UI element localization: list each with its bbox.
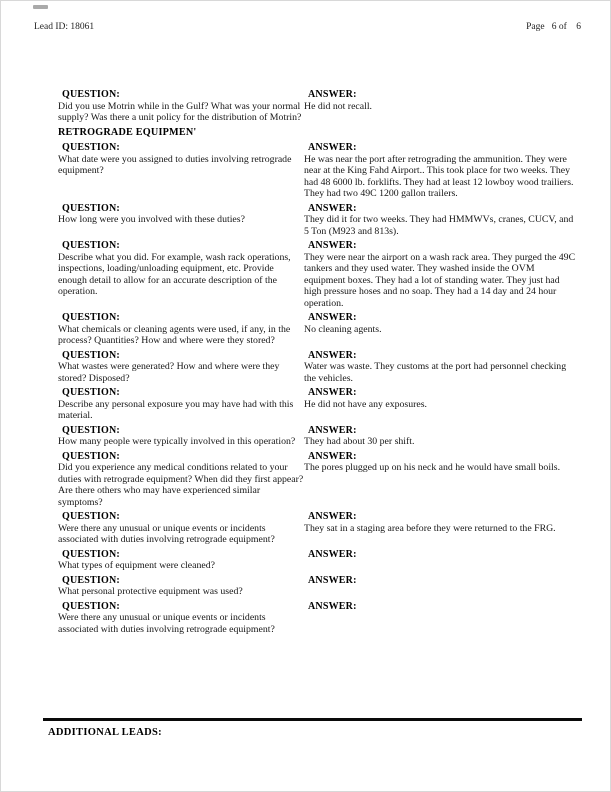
question-column xyxy=(58,387,304,422)
answer-label: ANSWER: xyxy=(308,202,357,214)
question-column xyxy=(58,451,304,509)
question-label: QUESTION: xyxy=(62,312,120,323)
question-text: What wastes were generated? How and where were they stored? Disposed? xyxy=(58,361,280,384)
question-text: What types of equipment were cleaned? xyxy=(58,560,215,571)
answer-column xyxy=(304,575,578,598)
question-text: Did you use Motrin while in the Gulf? What was your normal supply? Was there a unit policy for the distribution of Motrin? xyxy=(58,100,302,123)
qa-block xyxy=(1,203,611,238)
question-text: How long were you involved with these duties? xyxy=(58,214,245,225)
lead-id-label: Lead ID: 18061 xyxy=(34,22,95,32)
question-column xyxy=(58,511,304,546)
answer-column xyxy=(304,350,578,385)
question-text: Did you experience any medical conditions related to your duties with retrograde equipment? When did they first appear? Are there others who may have experienced similar symptoms? xyxy=(58,462,304,508)
qa-block xyxy=(1,312,611,347)
question-column xyxy=(58,240,304,309)
question-text: What date were you assigned to duties involving retrograde equipment? xyxy=(58,153,292,176)
footer-section xyxy=(1,718,611,738)
question-column xyxy=(58,425,304,448)
qa-block xyxy=(1,425,611,448)
scan-artifact-mark xyxy=(33,5,48,9)
answer-column xyxy=(304,511,578,546)
section-heading: RETROGRADE EQUIPMEN' xyxy=(58,126,197,138)
qa-block xyxy=(1,350,611,385)
qa-list xyxy=(1,89,611,638)
answer-column xyxy=(304,142,578,200)
answer-column xyxy=(304,387,578,422)
question-label: QUESTION: xyxy=(62,387,120,398)
qa-block xyxy=(1,575,611,598)
answer-text: No cleaning agents. xyxy=(304,323,382,335)
answer-text: He did not recall. xyxy=(304,100,373,112)
qa-block xyxy=(1,240,611,309)
question-text: How many people were typically involved in this operation? xyxy=(58,436,296,447)
qa-block xyxy=(1,89,611,124)
answer-text: They were near the airport on a wash rack area. They purged the 49C tankers and they used water. They washed inside the OVM equipment boxes. They had a lot of standing water. They just had high pressure hoses and no soap. They had a 14 day and 24 hour operation. xyxy=(304,251,576,309)
answer-label: ANSWER: xyxy=(308,450,357,462)
question-label: QUESTION: xyxy=(62,349,120,361)
answer-label: ANSWER: xyxy=(308,511,357,522)
answer-column xyxy=(304,425,578,448)
answer-text: They had about 30 per shift. xyxy=(304,436,415,447)
question-column xyxy=(58,89,304,124)
answer-label: ANSWER: xyxy=(308,424,357,436)
answer-label: ANSWER: xyxy=(308,574,357,586)
qa-block xyxy=(1,511,611,546)
question-column xyxy=(58,312,304,347)
answer-label: ANSWER: xyxy=(308,240,357,251)
page-number-label: Page 6 of 6 xyxy=(526,22,581,32)
answer-text: He did not have any exposures. xyxy=(304,398,427,410)
question-text: Describe any personal exposure you may have had with this material. xyxy=(58,398,294,421)
answer-column xyxy=(304,312,578,347)
question-text: Were there any unusual or unique events or incidents associated with duties involving retrograde equipment? xyxy=(58,522,275,545)
question-column xyxy=(58,549,304,572)
question-text: What chemicals or cleaning agents were used, if any, in the process? Quantities? How and where were they stored? xyxy=(58,323,291,346)
answer-column xyxy=(304,451,578,509)
answer-column xyxy=(304,601,578,636)
qa-block xyxy=(1,451,611,509)
qa-block xyxy=(1,549,611,572)
question-text: Describe what you did. For example, wash rack operations, inspections, loading/unloading equipment, etc. Provide enough detail to allow for an accurate description of the operation. xyxy=(58,251,291,297)
question-column xyxy=(58,142,304,200)
qa-block xyxy=(1,387,611,422)
question-column xyxy=(58,575,304,598)
question-label: QUESTION: xyxy=(62,511,120,522)
answer-label: ANSWER: xyxy=(308,89,357,100)
additional-leads-heading: ADDITIONAL LEADS: xyxy=(48,727,162,738)
question-label: QUESTION: xyxy=(62,450,120,462)
question-column xyxy=(58,601,304,636)
answer-column xyxy=(304,203,578,238)
answer-text: Water was waste. They customs at the port had personnel checking the vehicles. xyxy=(304,361,567,384)
answer-label: ANSWER: xyxy=(308,387,357,398)
question-column xyxy=(58,203,304,238)
answer-label: ANSWER: xyxy=(308,142,357,153)
answer-text: They sat in a staging area before they were returned to the FRG. xyxy=(304,522,556,534)
answer-label: ANSWER: xyxy=(308,312,357,323)
answer-text: The pores plugged up on his neck and he would have small boils. xyxy=(304,462,561,473)
horizontal-divider xyxy=(43,718,582,721)
answer-label: ANSWER: xyxy=(308,548,357,560)
question-label: QUESTION: xyxy=(62,574,120,586)
answer-label: ANSWER: xyxy=(308,349,357,361)
question-label: QUESTION: xyxy=(62,202,120,214)
answer-label: ANSWER: xyxy=(308,600,357,612)
question-label: QUESTION: xyxy=(62,240,120,251)
question-text: What personal protective equipment was used? xyxy=(58,586,243,597)
answer-text: They did it for two weeks. They had HMMWVs, cranes, CUCV, and 5 Ton (M923 and 813s). xyxy=(304,214,574,237)
question-label: QUESTION: xyxy=(62,548,120,560)
qa-block xyxy=(1,142,611,200)
answer-column xyxy=(304,89,578,124)
qa-block xyxy=(1,601,611,636)
question-label: QUESTION: xyxy=(62,89,120,100)
question-column xyxy=(58,350,304,385)
answer-column xyxy=(304,549,578,572)
answer-column xyxy=(304,240,578,309)
question-label: QUESTION: xyxy=(62,142,120,153)
question-label: QUESTION: xyxy=(62,600,120,612)
question-text: Were there any unusual or unique events or incidents associated with duties involving retrograde equipment? xyxy=(58,612,275,635)
question-label: QUESTION: xyxy=(62,424,120,436)
answer-text: He was near the port after retrograding the ammunition. They were near at the King Fahd Airport.. This took place for two weeks. They had 48 6000 lb. forklifts. They had at least 12 lowboy wood trailiers. They had two 49C 1200 gallon trailers. xyxy=(304,153,574,199)
